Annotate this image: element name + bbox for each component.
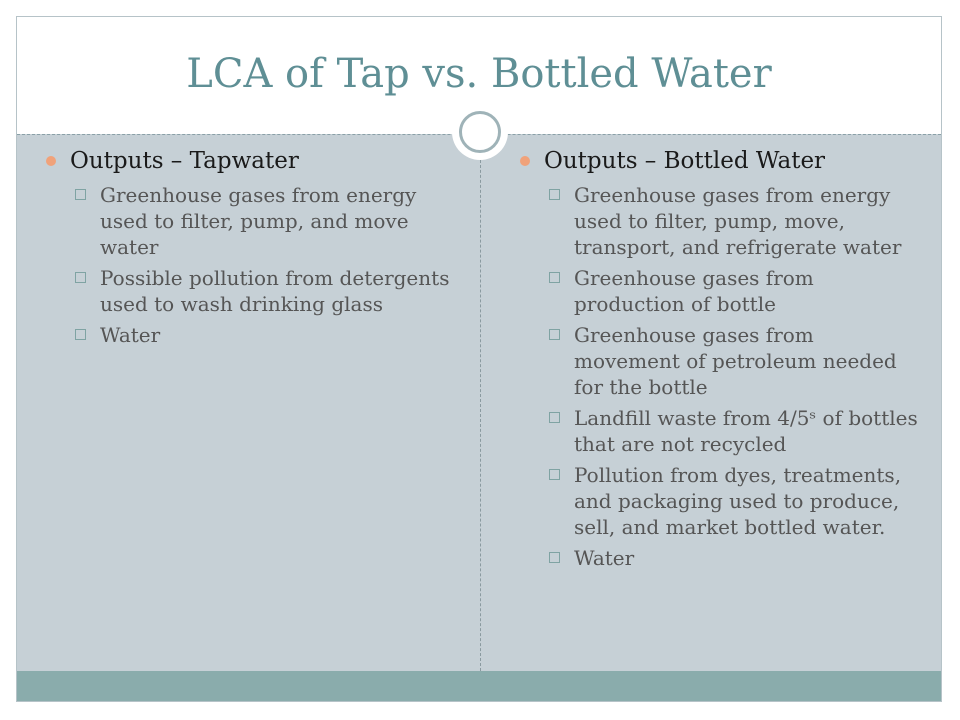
right-column — [518, 146, 918, 576]
square-bullet-icon — [549, 189, 560, 200]
list-item — [518, 462, 918, 540]
square-bullet-icon — [549, 552, 560, 563]
dot-bullet-icon — [520, 156, 530, 166]
list-item-text: Greenhouse gases from movement of petroleum needed for the bottle — [574, 323, 897, 399]
square-bullet-icon — [549, 272, 560, 283]
left-heading — [44, 146, 464, 176]
list-item-text: Water — [574, 546, 635, 570]
left-item-list — [44, 182, 464, 348]
list-item — [518, 545, 918, 571]
list-item — [518, 405, 918, 457]
square-bullet-icon — [549, 469, 560, 480]
right-heading — [518, 146, 918, 176]
square-bullet-icon — [75, 329, 86, 340]
square-bullet-icon — [549, 412, 560, 423]
square-bullet-icon — [75, 272, 86, 283]
dot-bullet-icon — [46, 156, 56, 166]
list-item-text: Greenhouse gases from production of bottle — [574, 266, 814, 316]
list-item-text: Greenhouse gases from energy used to filter, pump, move, transport, and refrigerate water — [574, 183, 902, 259]
list-item-text: Possible pollution from detergents used to wash drinking glass — [100, 266, 450, 316]
ring-ornament-icon — [459, 111, 501, 153]
slide-title: LCA of Tap vs. Bottled Water — [186, 51, 772, 97]
list-item-text: Pollution from dyes, treatments, and packaging used to produce, sell, and market bottled water. — [574, 463, 902, 539]
left-column — [44, 146, 464, 353]
column-divider — [480, 150, 481, 671]
right-heading-text: Outputs – Bottled Water — [544, 148, 826, 174]
list-item — [518, 322, 918, 400]
list-item — [44, 322, 464, 348]
list-item — [518, 182, 918, 260]
list-item-text: Greenhouse gases from energy used to filter, pump, and move water — [100, 183, 417, 259]
list-item — [44, 265, 464, 317]
list-item-text: Landfill waste from 4/5ˢ of bottles that are not recycled — [574, 406, 918, 456]
square-bullet-icon — [549, 329, 560, 340]
list-item — [44, 182, 464, 260]
list-item — [518, 265, 918, 317]
list-item-text: Water — [100, 323, 161, 347]
left-heading-text: Outputs – Tapwater — [70, 148, 299, 174]
right-item-list — [518, 182, 918, 571]
square-bullet-icon — [75, 189, 86, 200]
footer-band — [17, 671, 941, 701]
